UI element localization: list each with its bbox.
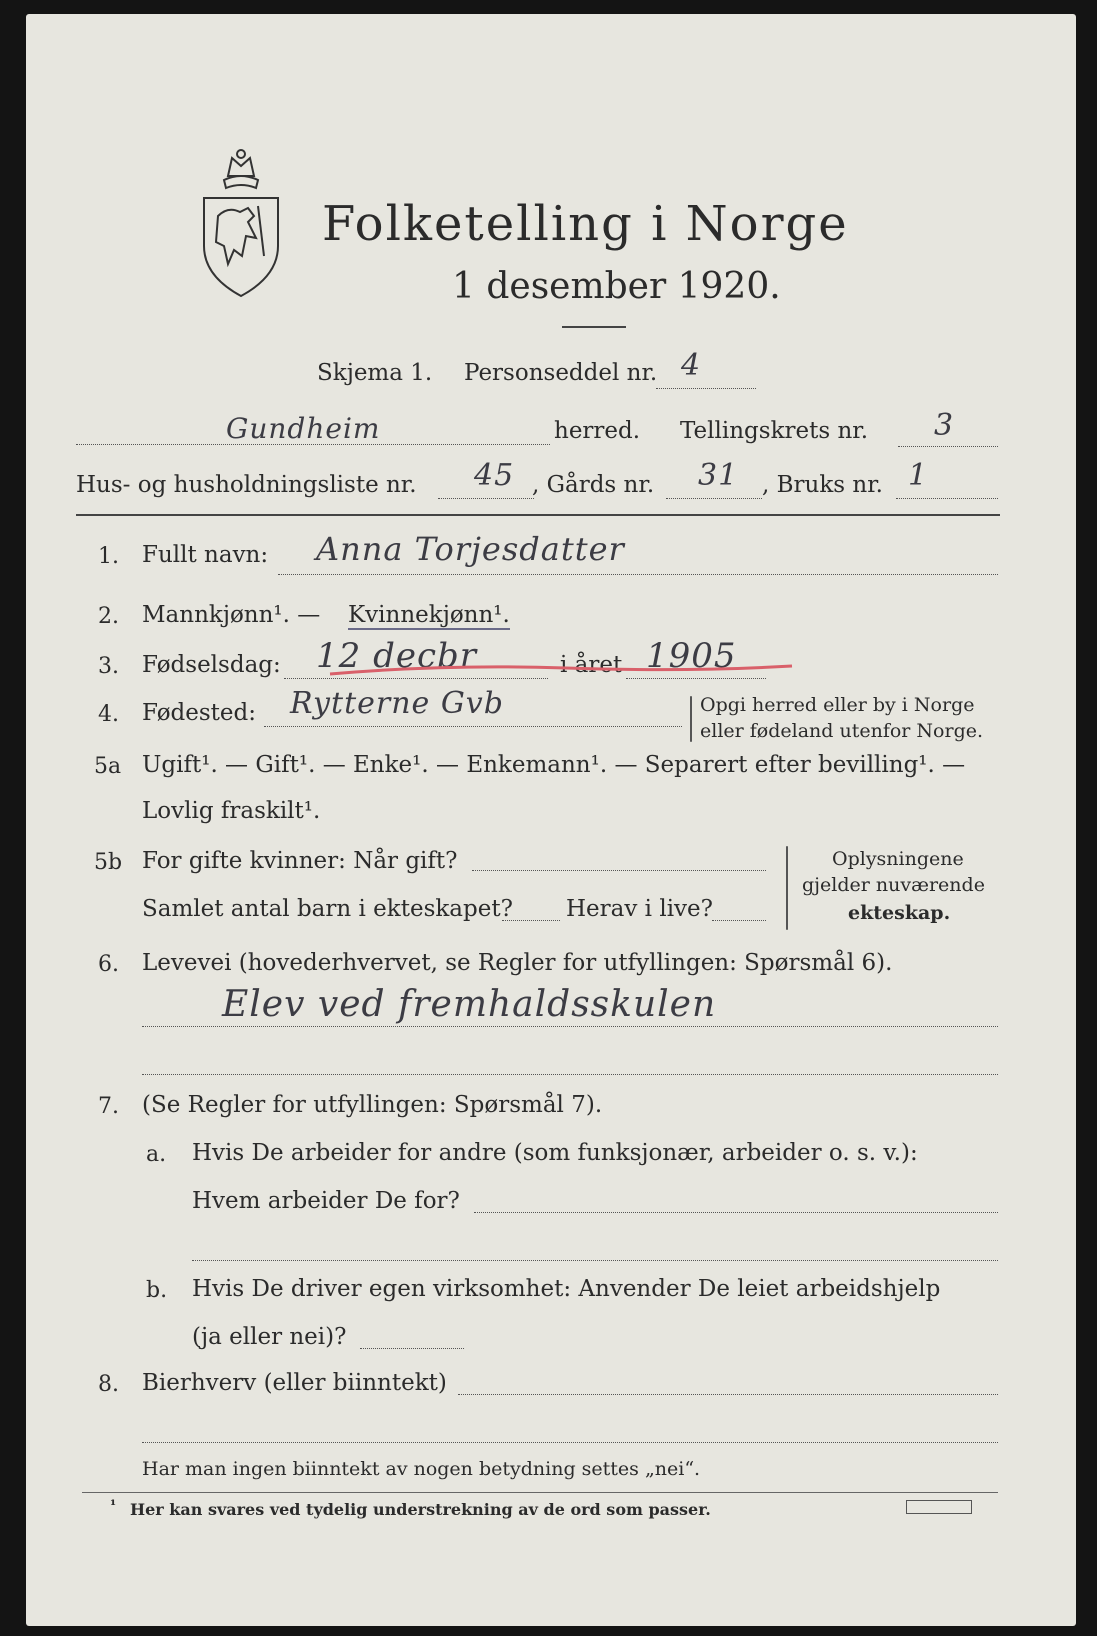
tellingskrets-line: [898, 446, 998, 447]
herred-line: [76, 444, 550, 445]
bruks-label: , Bruks nr.: [762, 472, 883, 498]
q7a-employer-line: [474, 1212, 998, 1213]
q5b-children-alive: Herav i live?: [566, 896, 713, 922]
q7a-extra-line: [192, 1260, 998, 1261]
q8-note: Har man ingen biinntekt av nogen betydning settes „nei“.: [142, 1458, 701, 1480]
title-divider: [562, 326, 626, 328]
q7b-yes-no-label: (ja eller nei)?: [192, 1324, 347, 1350]
q4-note-line1: Opgi herred eller by i Norge: [700, 694, 975, 716]
q5b-note-line2: gjelder nuværende: [802, 874, 985, 896]
skjema-label: Skjema 1.: [317, 360, 433, 386]
q6-number: 6.: [98, 952, 119, 977]
q6-occupation-value: Elev ved fremhaldsskulen: [222, 984, 717, 1025]
q7b-line: [360, 1348, 464, 1349]
q2-male-option: Mannkjønn¹. —: [142, 602, 321, 628]
q4-birthplace-value: Rytterne Gvb: [290, 686, 504, 721]
q3-year-value: 1905: [646, 636, 737, 676]
q8-line2: [142, 1442, 998, 1443]
red-pencil-mark: [326, 654, 796, 684]
form-title: Folketelling i Norge: [322, 196, 849, 252]
q4-number: 4.: [98, 702, 119, 727]
q3-number: 3.: [98, 654, 119, 679]
q5a-options-line2: Lovlig fraskilt¹.: [142, 798, 321, 824]
q7-number: 7.: [98, 1094, 119, 1119]
footnote-divider: [82, 1492, 998, 1493]
husliste-label: Hus- og husholdningsliste nr.: [76, 472, 417, 498]
tellingskrets-label: Tellingskrets nr.: [680, 418, 869, 444]
q7a-employer-label: Hvem arbeider De for?: [192, 1188, 460, 1214]
q7-label: (Se Regler for utfyllingen: Spørsmål 7).: [142, 1092, 603, 1118]
q5a-number: 5a: [94, 754, 122, 779]
q5b-when-line: [472, 870, 766, 871]
q7a-question: Hvis De arbeider for andre (som funksjonær, arbeider o. s. v.):: [192, 1140, 918, 1166]
footnote-mark: ¹: [110, 1498, 117, 1514]
personseddel-line: [656, 388, 756, 389]
q5b-note-line1: Oplysningene: [832, 848, 964, 870]
husliste-value: 45: [474, 458, 515, 493]
tellingskrets-value: 3: [934, 408, 955, 443]
q8-label: Bierhverv (eller biinntekt): [142, 1370, 447, 1396]
census-date: 1 desember 1920.: [452, 266, 781, 307]
husliste-line: [438, 498, 534, 499]
q1-label: Fullt navn:: [142, 542, 269, 568]
printer-stamp: [906, 1500, 972, 1514]
q4-line: [264, 726, 682, 727]
q5b-children-line: [502, 920, 560, 921]
census-form: [26, 14, 1076, 1626]
herred-label: herred.: [554, 418, 641, 444]
q1-full-name-value: Anna Torjesdatter: [316, 530, 625, 568]
gards-line: [666, 498, 762, 499]
q2-female-option-underlined: Kvinnekjønn¹.: [348, 602, 510, 628]
q3-year-label: i året: [560, 652, 623, 678]
bruks-value: 1: [908, 458, 929, 493]
q7b-letter: b.: [146, 1278, 168, 1303]
gards-label: , Gårds nr.: [532, 472, 655, 498]
q4-note-line2: eller fødeland utenfor Norge.: [700, 720, 984, 742]
personseddel-label: Personseddel nr.: [464, 360, 658, 386]
q1-line: [278, 574, 998, 575]
q8-line1: [458, 1394, 998, 1395]
coat-of-arms-icon: [198, 146, 284, 298]
q7b-question: Hvis De driver egen virksomhet: Anvender De leiet arbeidshjelp: [192, 1276, 941, 1302]
q5b-children-total: Samlet antal barn i ekteskapet?: [142, 896, 513, 922]
bruks-line: [896, 498, 998, 499]
q6-line2: [142, 1074, 998, 1075]
q7a-letter: a.: [146, 1142, 167, 1167]
q5b-when-married: For gifte kvinner: Når gift?: [142, 848, 458, 874]
q3-birthday-value: 12 decbr: [316, 636, 478, 676]
q8-number: 8.: [98, 1372, 119, 1397]
q5b-note-line3: ekteskap.: [848, 902, 951, 924]
q3-label: Fødselsdag:: [142, 652, 281, 678]
gards-value: 31: [698, 458, 739, 493]
personseddel-value: 4: [681, 348, 702, 383]
q5b-number: 5b: [94, 850, 123, 875]
footnote-text: Her kan svares ved tydelig understrekning av de ord som passer.: [130, 1500, 711, 1519]
q4-note-brace: [690, 696, 692, 742]
q1-number: 1.: [98, 544, 119, 569]
header-divider: [76, 514, 1000, 516]
q6-line1: [142, 1026, 998, 1027]
q4-label: Fødested:: [142, 700, 257, 726]
q5b-alive-line: [712, 920, 766, 921]
q6-label: Levevei (hovederhvervet, se Regler for utfyllingen: Spørsmål 6).: [142, 950, 893, 976]
q5b-note-brace: [786, 846, 788, 930]
q5a-options-line1: Ugift¹. — Gift¹. — Enke¹. — Enkemann¹. — Separert efter bevilling¹. —: [142, 752, 966, 778]
herred-value: Gundheim: [226, 412, 381, 445]
q2-number: 2.: [98, 604, 119, 629]
